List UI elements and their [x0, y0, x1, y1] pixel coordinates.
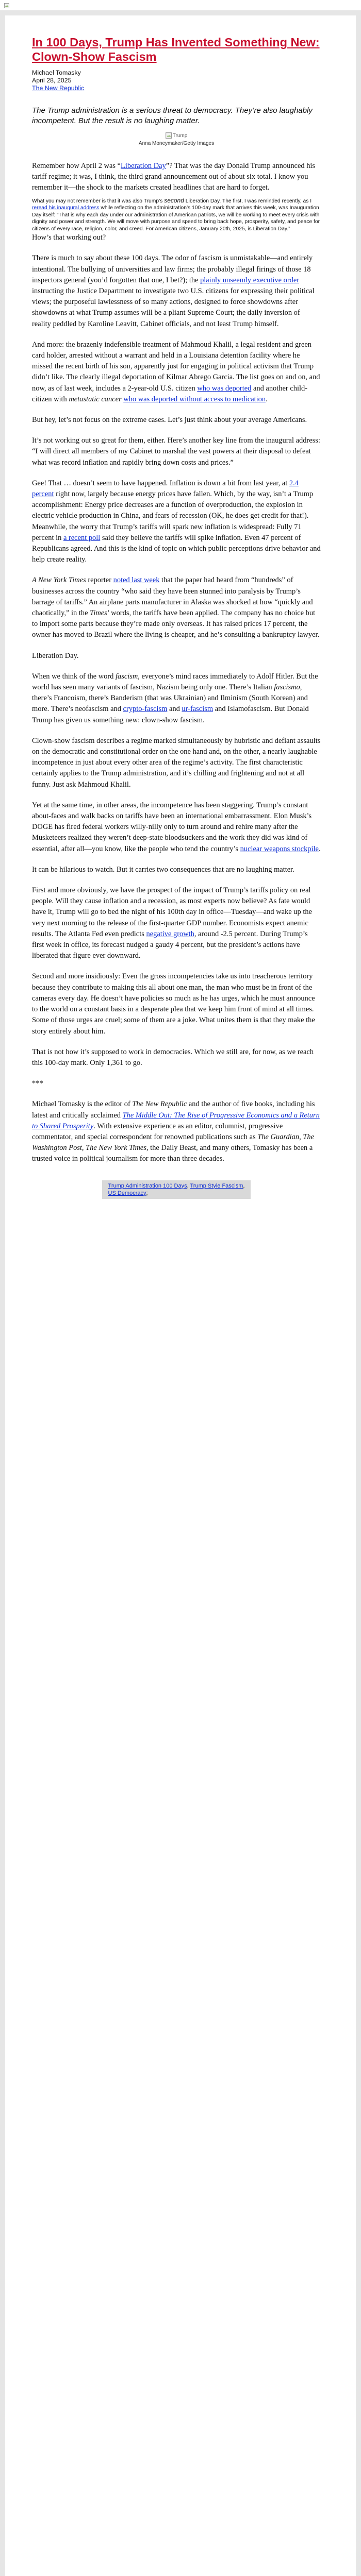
paragraph: And more: the brazenly indefensible treatment of Mahmoud Khalil, a legal resident and green card holder, arrested without a warrant and held in a Louisiana detention facility where he missed the recent birth of his son, apparently just for engaging in political activism that Trump didn’t like. The clearly illegal deportation of Kilmar Abrego Garcia. The list goes on and on, and now, as of last week, includes a 2-year-old U.S. citizen who was deported and another child-citizen with metastatic cancer who was deported without access to medication. [32, 340, 320, 403]
deported-without-medication-link[interactable]: who was deported without access to medication [123, 395, 266, 403]
paragraph: Gee! That … doesn’t seem to have happened. Inflation is down a bit from last year, at 2.4 percent right now, largely because energy prices have fallen. Which, by the way, isn’t a Trump accomplishment: Energy price decreases are a function of overproduction, the explosion in electric vehicle production in China, and fears of recession (OK, he does get credit for that!). Meanwhile, the worry that Trump’s tariffs will spark new inflation is widespread: Fully 71 percent in a recent poll said they believe the tariffs will spike inflation. Even 47 percent of Republicans agreed. And this is the kind of topic on which public perceptions drive behavior and help create reality. [32, 479, 321, 564]
paragraph: Clown-show fascism describes a regime marked simultaneously by hubristic and defiant assaults on the democratic and constitutional order on the one hand and, on the other, a nearly laughable incompetence in just about every other area of the regime’s activity. The first characteristic certainly applies to the Trump administration, and it’s chilling and frightening and not at all funny. Just ask Mahmoud Khalil. [32, 736, 321, 789]
paragraph: Second and more insidiously: Even the gross incompetencies take us into treacherous territory because they contribute to making this all about one man, the man who must be in front of the cameras every day. He doesn’t have policies so much as he has urges, which he must announce to the world on a constant basis in a desperate plea that we keep him front of mind at all times. Some of those urges are cruel; some of them are a joke. What unites them is that they make the story entirely about him. [32, 972, 315, 1036]
paragraph: A New York Times reporter noted last week that the paper had heard from “hundreds” of businesses across the country “who said they have been stunned into paralysis by Trump’s barrage of tariffs.” An airplane parts manufacturer in Alaska was shocked at how “quickly and chaotically,” in the Times’ words, the tariffs have been applied. The company has no choice but to import some parts because they’re made only overseas. It has raised prices 17 percent, the owner has moved to Brazil where the living is cheaper, and he’s consulting a bankruptcy lawyer. [32, 576, 320, 639]
tag-link[interactable]: Trump Administration 100 Days [108, 1182, 187, 1189]
paragraph: Remember how April 2 was “Liberation Day”? That was the day Donald Trump announced his tariff regime; it was, I think, the third grand announcement out of about six total. I know you remember it—the shock to the markets created headlines that are hard to forget. [32, 162, 316, 192]
broken-image-icon [166, 132, 172, 139]
nuclear-stockpile-link[interactable]: nuclear weapons stockpile [240, 844, 319, 853]
hero-image [151, 131, 202, 140]
paragraph: There is much to say about these 100 days. The odor of fascism is unmistakable—and entirely intentional. The bullying of universities and law firms; the probably illegal firings of those 18 inspectors general (you’d forgotten that one, I bet?); the plainly unseemly executive order instructing the Justice Department to investigate two U.S. citizens for expressing their political views; the purposeful lawlessness of so many actions, designed to force showdowns after showdowns at what Trump assumes will be a pliant Supreme Court; the daily inversion of reality peddled by Karoline Leavitt, Cabinet officials, and not least Trump himself. [32, 254, 315, 328]
paragraph: Liberation Day. [32, 651, 79, 660]
negative-growth-link[interactable]: negative growth [146, 929, 194, 938]
tag-bar [32, 1180, 321, 1199]
paragraph: That is not how it’s supposed to work in democracies. Which we still are, for now, as we reach this 100-day mark. Only 1,361 to go. [32, 1047, 314, 1067]
article-headline[interactable]: In 100 Days, Trump Has Invented Something New: Clown-Show Fascism [32, 36, 320, 63]
paragraph: First and more obviously, we have the prospect of the impact of Trump’s tariffs policy on real people. Will they cause inflation and a recession, as most experts now believe? As fate would have it, Trump will go to bed the night of his 100th day in office—Tuesday—and wake up the very next morning to the release of the first-quarter GDP number. Economists expect anemic results. The Atlanta Fed even predicts negative growth, around -2.5 percent. During Trump’s first week in office, its forecast nudged a gaudy 4 percent, but the president’s actions have liberated that figure ever downward. [32, 886, 312, 960]
tag-box: Trump Administration 100 Days, Trump Style Fascism, US Democracy; [102, 1180, 251, 1199]
author-name: Michael Tomasky [32, 69, 81, 76]
crypto-fascism-link[interactable]: crypto-fascism [123, 705, 168, 714]
paragraph: But hey, let’s not focus on the extreme cases. Let’s just think about your average Americans. [32, 415, 307, 424]
ur-fascism-link[interactable]: ur-fascism [182, 705, 214, 714]
section-rule: *** [32, 1079, 43, 1088]
paragraph: Yet at the same time, in other areas, the incompetence has been staggering. Trump’s constant about-faces and walk backs on tariffs have been an international embarrassment. Elon Musk’s DOGE has fired federal workers willy-nilly only to turn around and rehire many after the Musketeers realized they weren’t deep-state bloodsuckers and the work they did was kind of essential, after all—you know, like the people who tend the country’s nuclear weapons stockpile. [32, 801, 321, 853]
article [32, 21, 321, 1199]
publication-link[interactable]: The New Republic [32, 84, 85, 92]
top-bar [0, 0, 361, 10]
byline [32, 69, 321, 92]
paragraph: It’s not working out so great for them, either. Here’s another key line from the inaugural address: “I will direct all members of my Cabinet to marshal the vast powers at their disposal to defeat what was record inflation and rapidly bring down costs and prices.” [32, 436, 320, 467]
image-alt-text: Trump [172, 132, 188, 139]
inaugural-quote: What you may not remember is that it was also Trump’s second Liberation Day. The first, I was reminded recently, as I reread his inaugural address while reflecting on the administration’s 100-day mark that arrives this week, was Inauguration Day itself: “That is why each day under our administration of American patriots, we will be working to meet every crisis with dignity and power and strength. We will move with purpose and speed to bring back hope, prosperity, safety, and peace for citizens of every race, religion, color, and creed. For American citizens, January 20th, 2025, is Liberation Day.” [32, 196, 320, 232]
broken-image-icon [4, 3, 9, 8]
noted-last-week-link[interactable]: noted last week [113, 576, 160, 585]
author-bio: Michael Tomasky is the editor of The New Republic and the author of five books, including his latest and critically acclaimed The Middle Out: The Rise of Progressive Economics and a Return to Shared Prosperity. With extensive experience as an editor, columnist, progressive commentator, and special correspondent for renowned publications such as The Guardian, The Washington Post, The New York Times, the Daily Beast, and many others, Tomasky has been a trusted voice in political journalism for more than three decades. [32, 1100, 320, 1163]
recent-poll-link[interactable]: a recent poll [63, 533, 101, 542]
tag-link[interactable]: Trump Style Fascism [190, 1182, 243, 1189]
deported-link[interactable]: who was deported [197, 384, 252, 393]
inflation-link[interactable]: 2.4 percent [32, 479, 299, 498]
paragraph: When we think of the word fascism, everyone’s mind races immediately to Adolf Hitler. But the world has seen many variants of fascism, Nazism being only one. There’s Italian fascismo, there’s Francoism, there’s Banderism (that was Ukrainian) and Ilminism (South Korean) and more. There’s neofascism and crypto-fascism and ur-fascism and Islamofascism. But Donald Trump has given us something new: clown-show fascism. [32, 672, 318, 724]
paragraph: How’s that working out? [32, 233, 106, 242]
email-card [5, 15, 356, 2576]
liberation-day-link[interactable]: Liberation Day [121, 162, 166, 170]
image-credit: Anna Moneymaker/Getty Images [138, 141, 215, 146]
book-link[interactable]: The Middle Out: The Rise of Progressive Economics and a Return to Shared Prosperity [32, 1111, 320, 1130]
executive-order-link[interactable]: plainly unseemly executive order [200, 276, 300, 284]
article-dek: The Trump administration is a serious threat to democracy. They’re also laughably incompetent. But the result is no laughing matter. [32, 106, 313, 125]
publish-date: April 28, 2025 [32, 77, 72, 84]
paragraph: It can be hilarious to watch. But it carries two consequences that are no laughing matter. [32, 865, 294, 874]
tag-link[interactable]: US Democracy [108, 1190, 146, 1196]
email-frame [0, 10, 361, 2576]
inaugural-address-link[interactable]: reread his inaugural address [32, 205, 100, 211]
